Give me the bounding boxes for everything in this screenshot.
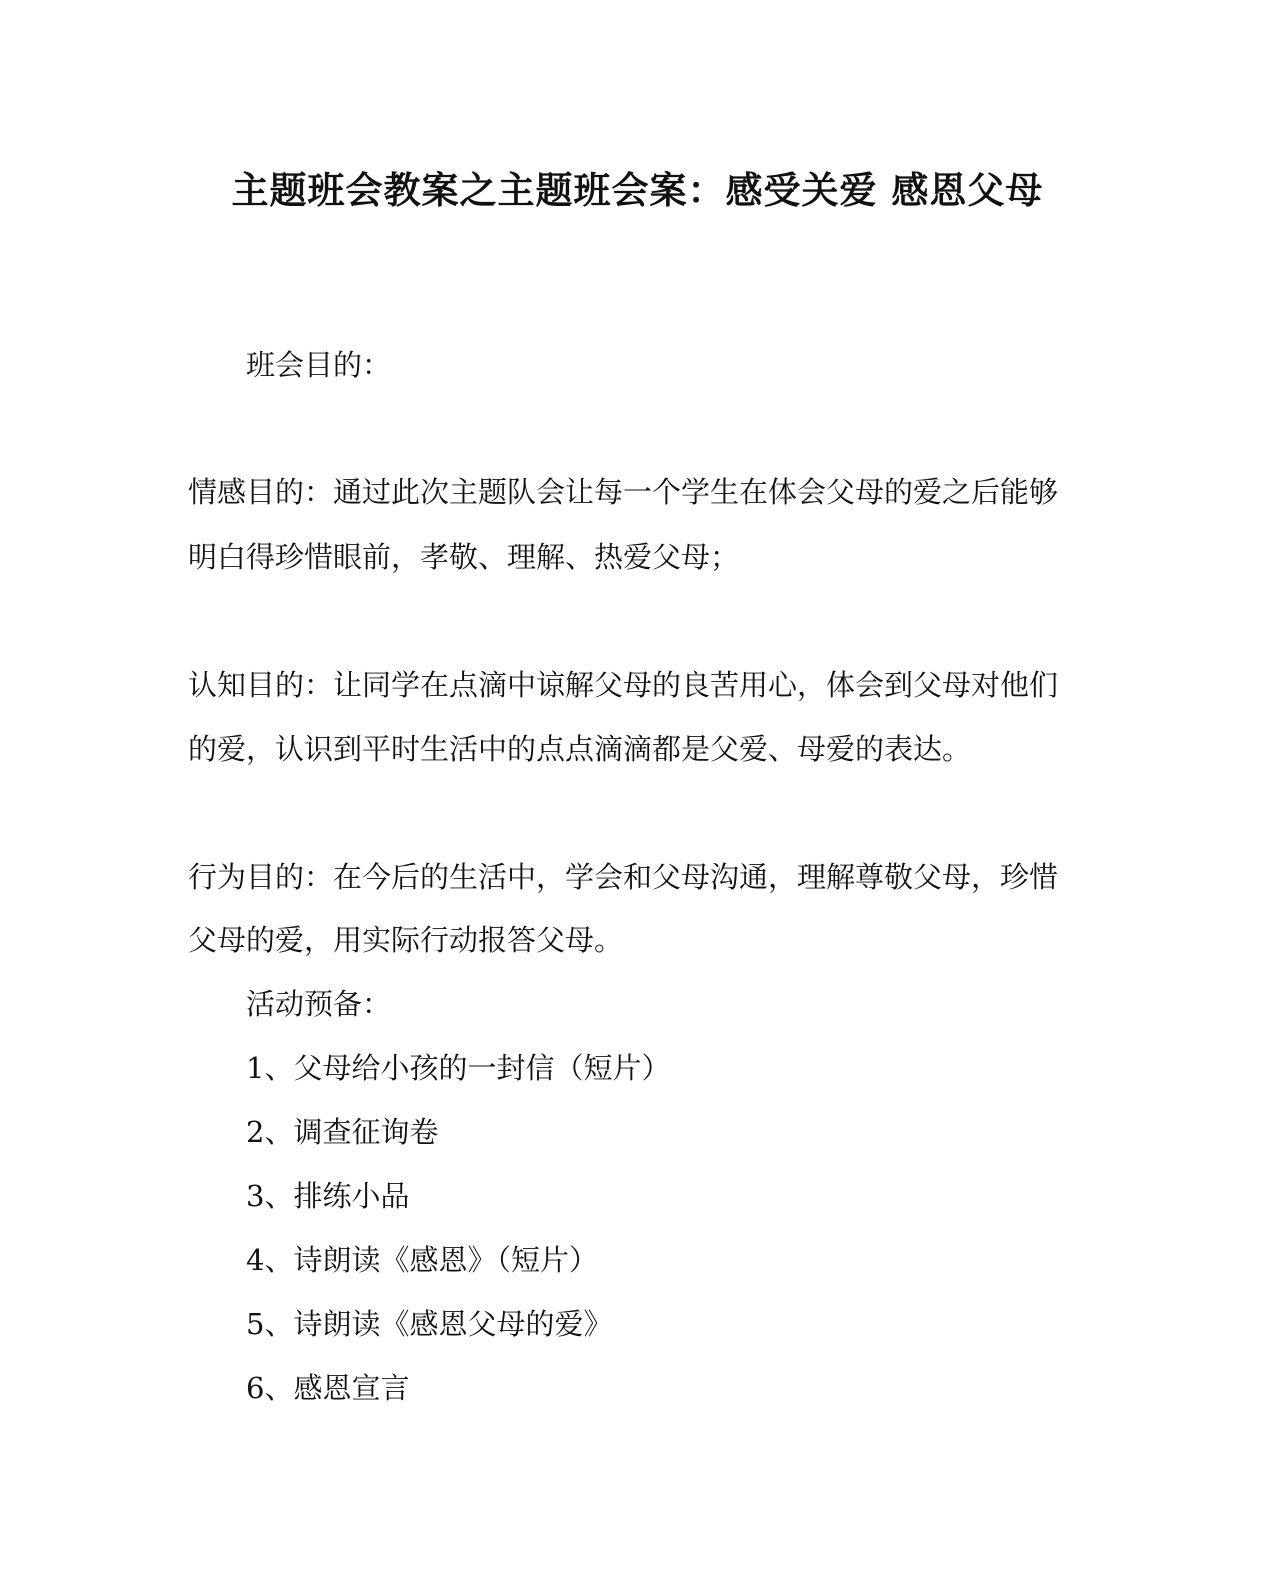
prep-item: 5、诗朗读《感恩父母的爱》: [246, 1307, 613, 1341]
purpose-cognitive-line1: 认知目的：让同学在点滴中谅解父母的良苦用心，体会到父母对他们: [188, 668, 1059, 702]
purpose-behavior-line1: 行为目的：在今后的生活中，学会和父母沟通，理解尊敬父母，珍惜: [188, 860, 1059, 894]
purpose-emotional-line1: 情感目的：通过此次主题队会让每一个学生在体会父母的爱之后能够: [188, 475, 1059, 509]
purpose-cognitive-line2: 的爱，认识到平时生活中的点点滴滴都是父爱、母爱的表达。: [188, 732, 972, 766]
purpose-behavior-line2: 父母的爱，用实际行动报答父母。: [188, 923, 624, 957]
document-title: 主题班会教案之主题班会案：感受关爱 感恩父母: [231, 168, 1044, 212]
purpose-emotional-line2: 明白得珍惜眼前，孝敬、理解、热爱父母；: [188, 540, 740, 574]
prep-heading: 活动预备：: [246, 987, 392, 1021]
prep-item: 3、排练小品: [246, 1179, 410, 1213]
prep-item: 6、感恩宣言: [246, 1371, 410, 1405]
prep-item: 2、调查征询卷: [246, 1115, 439, 1149]
prep-item: 1、父母给小孩的一封信（短片）: [246, 1051, 671, 1085]
purpose-heading: 班会目的：: [246, 348, 392, 382]
prep-item: 4、诗朗读《感恩》（短片）: [246, 1243, 598, 1277]
